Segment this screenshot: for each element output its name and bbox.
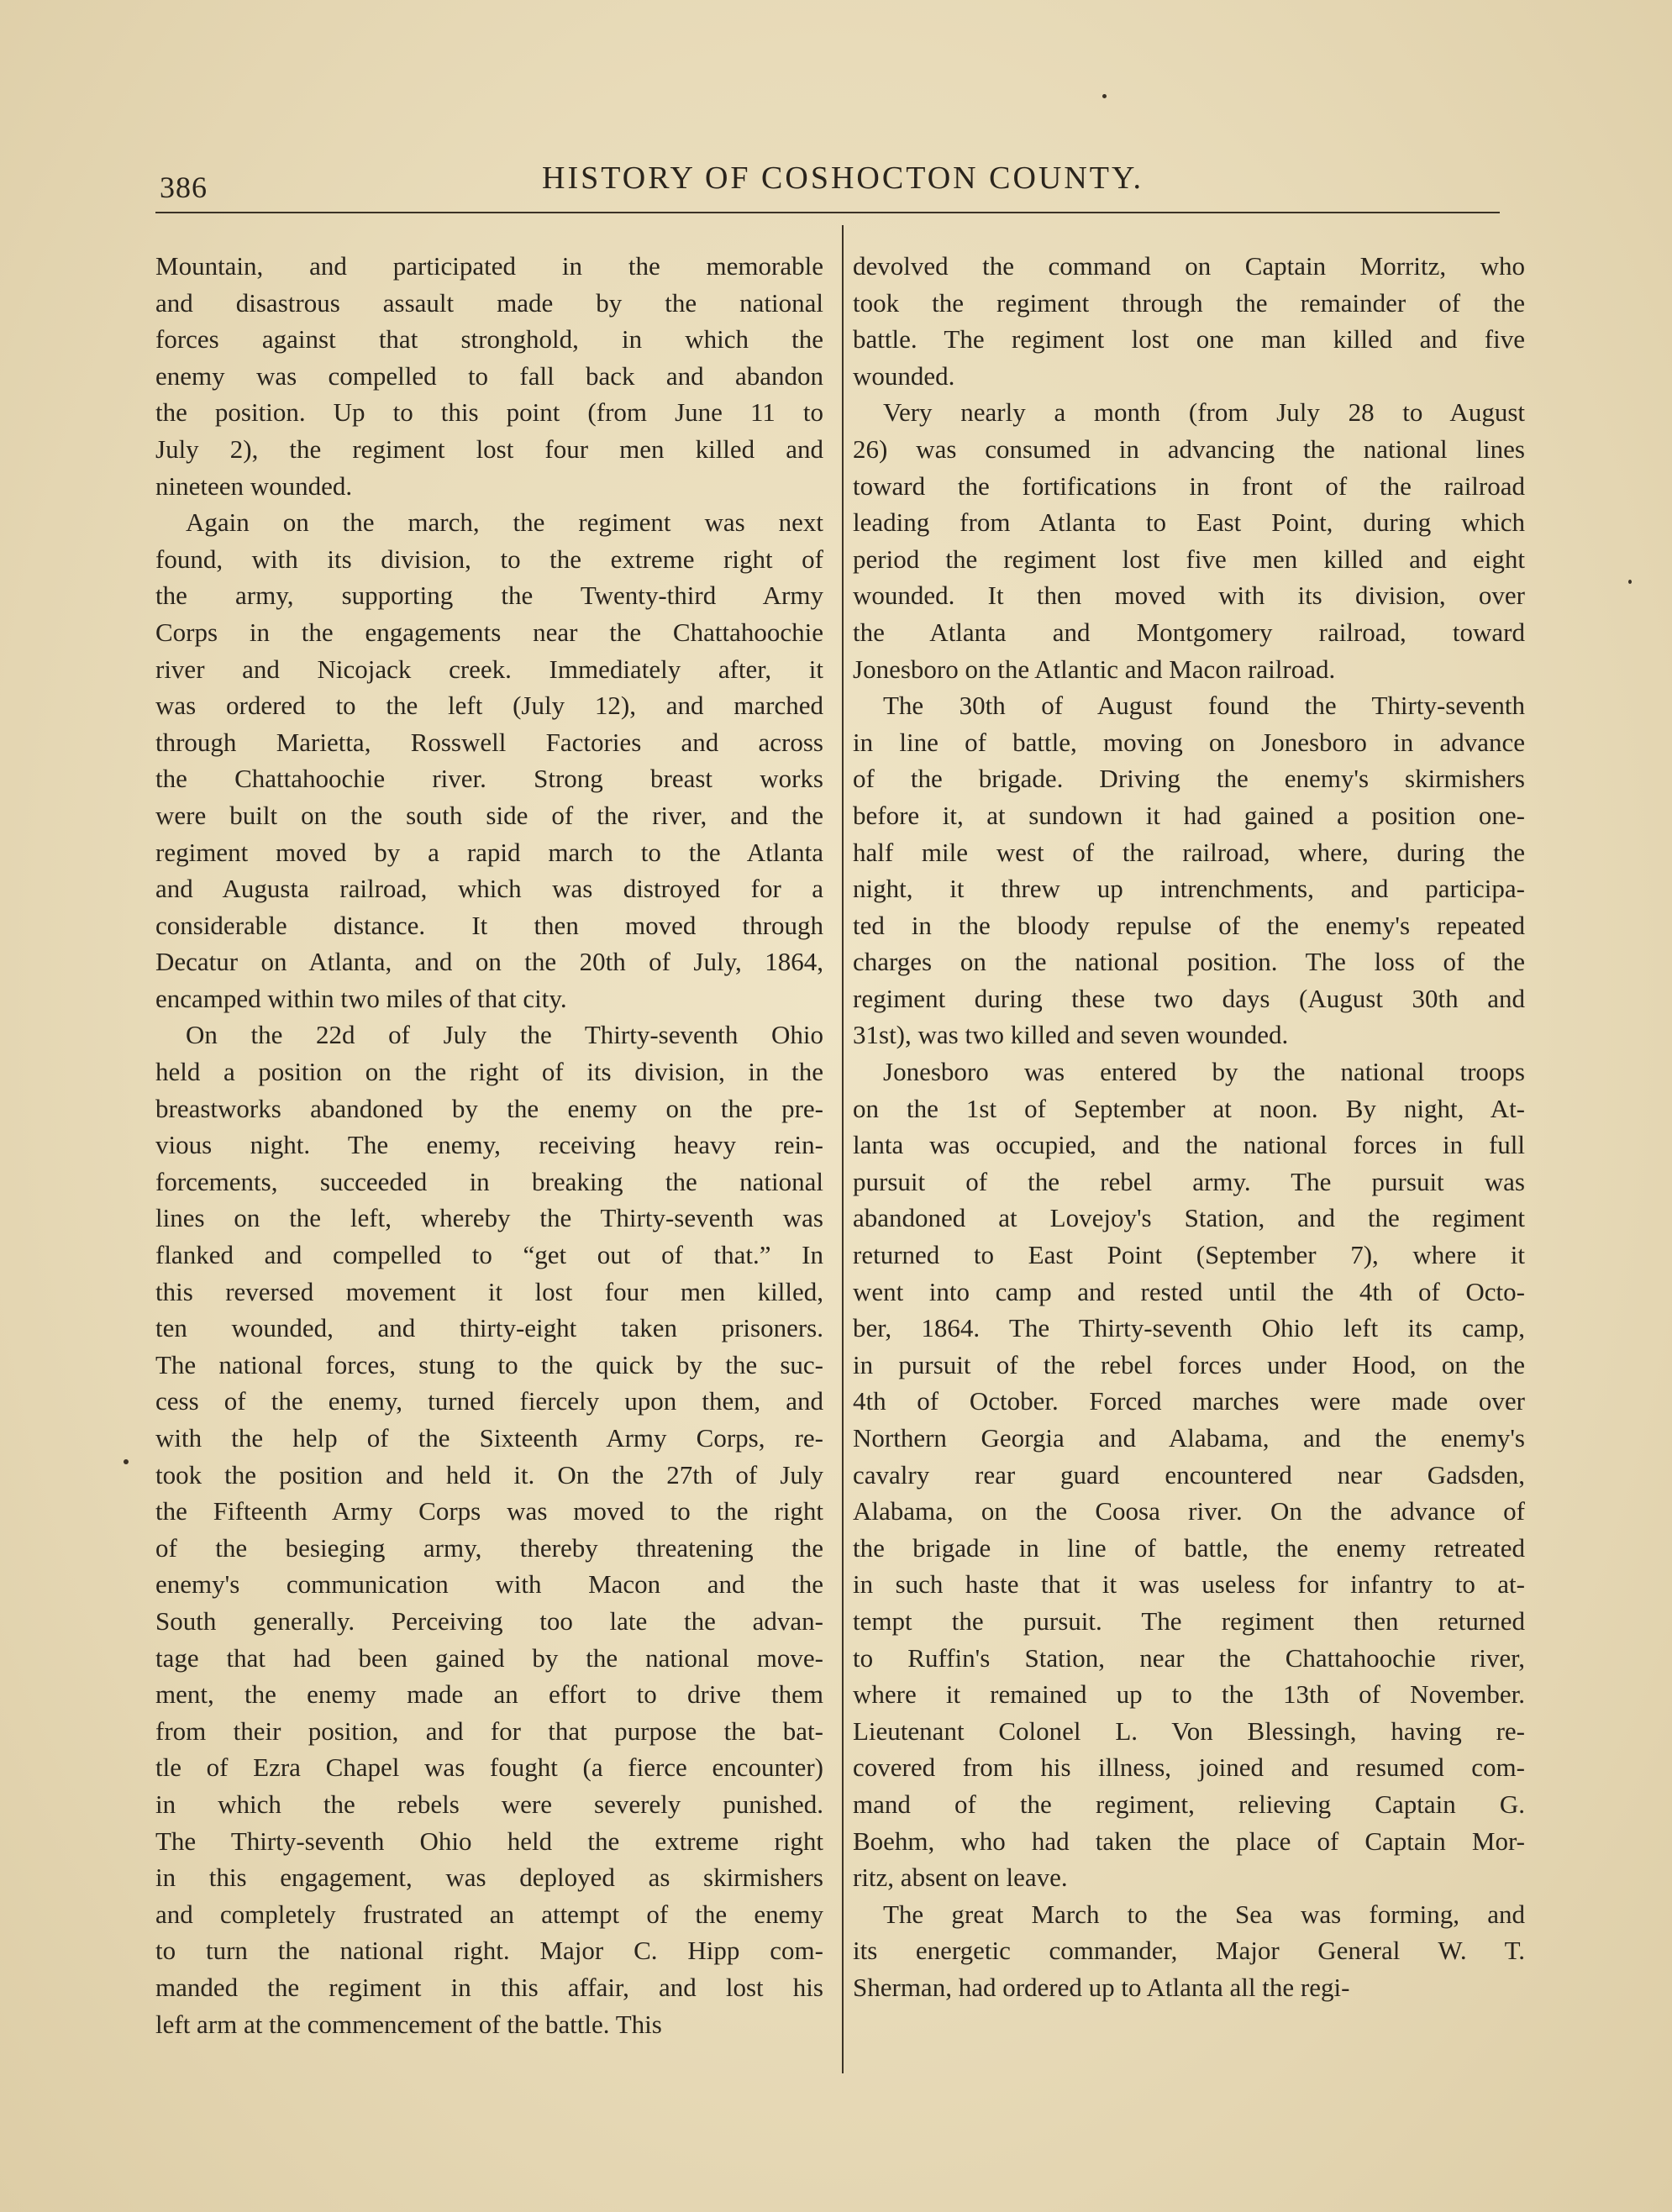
text-line: to Ruffin's Station, near the Chattahoochie river, [853,1642,1525,1673]
text-line: ritz, absent on leave. [853,1863,1068,1893]
text-line: the Chattahoochie river. Strong breast works [155,764,823,794]
right-column [853,248,1525,2006]
text-line: cavalry rear guard encountered near Gadsden, [853,1459,1525,1490]
page-number: 386 [160,171,208,204]
text-line: of the brigade. Driving the enemy's skirmishers [853,764,1525,794]
text-line: and completely frustrated an attempt of the enemy [155,1899,823,1929]
text-line: went into camp and rested until the 4th of Octo- [853,1276,1525,1306]
text-line: On the 22d of July the Thirty-seventh Ohio [186,1020,823,1050]
text-line: regiment moved by a rapid march to the Atlanta [155,837,823,867]
text-line: cess of the enemy, turned fiercely upon them, and [155,1386,823,1416]
text-line: The 30th of August found the Thirty-seventh [883,691,1525,721]
column-divider [842,225,844,2073]
text-line: in this engagement, was deployed as skirmishers [155,1863,823,1893]
text-line: Jonesboro was entered by the national troops [883,1057,1525,1087]
text-line: Sherman, had ordered up to Atlanta all the regi- [853,1972,1350,2002]
text-line: ten wounded, and thirty-eight taken prisoners. [155,1313,823,1343]
text-line: left arm at the commencement of the battle. This [155,2009,662,2039]
text-line: flanked and compelled to “get out of that.” In [155,1240,823,1270]
text-line: encamped within two miles of that city. [155,983,567,1013]
text-line: through Marietta, Rosswell Factories and across [155,727,823,757]
text-line: Jonesboro on the Atlantic and Macon railroad. [853,654,1336,684]
text-line: manded the regiment in this affair, and lost his [155,1972,823,2002]
text-line: in which the rebels were severely punished. [155,1789,823,1819]
text-line: tle of Ezra Chapel was fought (a fierce encounter) [155,1752,823,1783]
text-line: half mile west of the railroad, where, during the [853,837,1525,867]
text-line: where it remained up to the 13th of November. [853,1679,1525,1710]
text-line: Alabama, on the Coosa river. On the advance of [853,1496,1525,1526]
text-line: took the position and held it. On the 27th of July [155,1459,823,1490]
text-line: the position. Up to this point (from June 11 to [155,397,823,428]
text-line: ment, the enemy made an effort to drive them [155,1679,823,1710]
text-line: Very nearly a month (from July 28 to August [883,397,1525,428]
text-line: tempt the pursuit. The regiment then returned [853,1605,1525,1636]
text-line: South generally. Perceiving too late the advan- [155,1605,823,1636]
text-line: considerable distance. It then moved through [155,910,823,940]
print-speck [124,1459,129,1464]
print-speck [1102,94,1107,98]
text-line: devolved the command on Captain Morritz, who [853,251,1525,281]
text-line: enemy's communication with Macon and the [155,1569,823,1600]
running-head: HISTORY OF COSHOCTON COUNTY. [542,160,1144,196]
text-line: of the besieging army, thereby threatening the [155,1532,823,1563]
text-line: Again on the march, the regiment was next [186,507,823,538]
text-line: period the regiment lost five men killed and eight [853,544,1525,574]
text-line: leading from Atlanta to East Point, during which [853,507,1525,538]
text-line: toward the fortifications in front of the railroad [853,470,1525,501]
text-line: The national forces, stung to the quick by the suc- [155,1349,823,1379]
text-line: enemy was compelled to fall back and abandon [155,360,823,391]
text-line: The Thirty-seventh Ohio held the extreme right [155,1826,823,1856]
text-line: Northern Georgia and Alabama, and the enemy's [853,1423,1525,1453]
text-line: this reversed movement it lost four men killed, [155,1276,823,1306]
text-line: from their position, and for that purpose the bat- [155,1715,823,1746]
text-line: ted in the bloody repulse of the enemy's repeated [853,910,1525,940]
text-line: pursuit of the rebel army. The pursuit was [853,1166,1525,1196]
text-line: lanta was occupied, and the national forces in full [853,1130,1525,1160]
text-line: covered from his illness, joined and resumed com- [853,1752,1525,1783]
text-line: battle. The regiment lost one man killed and five [853,324,1525,355]
text-line: the army, supporting the Twenty-third Army [155,581,823,611]
text-line: Boehm, who had taken the place of Captain Mor- [853,1826,1525,1856]
text-line: the Atlanta and Montgomery railroad, toward [853,617,1525,647]
text-line: forcements, succeeded in breaking the national [155,1166,823,1196]
text-line: to turn the national right. Major C. Hipp com- [155,1936,823,1966]
text-line: before it, at sundown it had gained a position one- [853,800,1525,830]
print-speck [1628,580,1632,584]
left-column [155,248,823,2042]
text-line: the Fifteenth Army Corps was moved to the right [155,1496,823,1526]
text-line: its energetic commander, Major General W. T. [853,1936,1525,1966]
text-line: returned to East Point (September 7), where it [853,1240,1525,1270]
text-line: tage that had been gained by the national move- [155,1642,823,1673]
text-line: were built on the south side of the river, and the [155,800,823,830]
text-line: wounded. It then moved with its division, over [853,581,1525,611]
text-line: on the 1st of September at noon. By night, At- [853,1093,1525,1123]
text-line: 4th of October. Forced marches were made over [853,1386,1525,1416]
text-line: charges on the national position. The loss of the [853,947,1525,977]
text-line: wounded. [853,360,955,391]
text-line: July 2), the regiment lost four men killed and [155,433,823,464]
page-header [155,160,1500,210]
text-line: found, with its division, to the extreme right of [155,544,823,574]
text-line: in pursuit of the rebel forces under Hood, on the [853,1349,1525,1379]
text-line: vious night. The enemy, receiving heavy rein- [155,1130,823,1160]
text-line: and disastrous assault made by the national [155,287,823,318]
text-line: Corps in the engagements near the Chattahoochie [155,617,823,647]
text-line: in line of battle, moving on Jonesboro in advance [853,727,1525,757]
text-line: night, it threw up intrenchments, and participa- [853,874,1525,904]
header-rule [155,212,1500,213]
text-line: regiment during these two days (August 30th and [853,983,1525,1013]
text-line: ber, 1864. The Thirty-seventh Ohio left its camp, [853,1313,1525,1343]
text-line: Lieutenant Colonel L. Von Blessingh, having re- [853,1715,1525,1746]
text-line: took the regiment through the remainder of the [853,287,1525,318]
text-line: 26) was consumed in advancing the national lines [853,433,1525,464]
text-line: in such haste that it was useless for infantry to at- [853,1569,1525,1600]
text-line: breastworks abandoned by the enemy on the pre- [155,1093,823,1123]
text-line: Mountain, and participated in the memorable [155,251,823,281]
text-line: lines on the left, whereby the Thirty-seventh was [155,1203,823,1233]
text-line: was ordered to the left (July 12), and marched [155,691,823,721]
text-line: held a position on the right of its division, in the [155,1057,823,1087]
text-line: river and Nicojack creek. Immediately after, it [155,654,823,684]
text-line: with the help of the Sixteenth Army Corps, re- [155,1423,823,1453]
text-line: Decatur on Atlanta, and on the 20th of July, 1864, [155,947,823,977]
text-line: 31st), was two killed and seven wounded. [853,1020,1289,1050]
text-line: mand of the regiment, relieving Captain G. [853,1789,1525,1819]
text-line: abandoned at Lovejoy's Station, and the regiment [853,1203,1525,1233]
text-line: and Augusta railroad, which was distroyed for a [155,874,823,904]
text-line: nineteen wounded. [155,470,353,501]
text-line: the brigade in line of battle, the enemy retreated [853,1532,1525,1563]
text-line: forces against that stronghold, in which the [155,324,823,355]
text-line: The great March to the Sea was forming, and [883,1899,1525,1929]
